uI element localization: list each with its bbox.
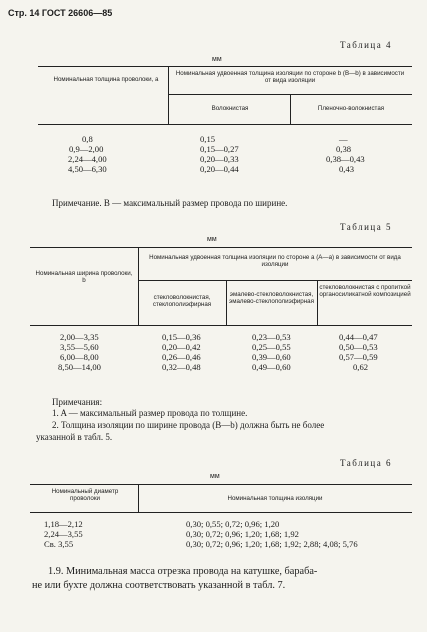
table4-caption: Таблица 4 <box>340 40 392 50</box>
table6-header-rule <box>30 512 412 513</box>
table5-row2-val3: 0,50—0,53 <box>339 342 378 352</box>
table4-sub1-header: Волокнистая <box>211 105 249 112</box>
table5-row1-param: 2,00—3,35 <box>60 332 99 342</box>
table4-row2-val2: 0,38 <box>336 144 352 154</box>
table4-row4-val2: 0,43 <box>339 164 355 174</box>
table5-header-rule <box>30 325 412 326</box>
table6-row2-param: 2,24—3,55 <box>44 529 83 539</box>
table5-param-header: Номинальная ширина проволоки, b <box>35 270 133 284</box>
table4-unit: мм <box>212 56 222 63</box>
table4-row4-val1: 0,20—0,44 <box>200 164 239 174</box>
table5-sub2-header: эмалево-стекловолокнистая, эмалево-стеклополиэфирная <box>229 291 314 305</box>
table5-note2-line1: 2. Толщина изоляции по ширине провода (B—b) должна быть не более <box>52 420 325 430</box>
table5-caption: Таблица 5 <box>340 222 392 232</box>
table4-row1-val2: — <box>339 134 348 144</box>
table6-row2-values: 0,30; 0,72; 0,96; 1,20; 1,68; 1,92 <box>186 529 299 539</box>
table4-header-rule <box>38 124 412 125</box>
table5-group-header: Номинальная удвоенная толщина изоляции по стороне a (A—a) в зависимости от вида изоляции <box>149 254 401 268</box>
table5-col-divider <box>138 247 139 325</box>
table5-unit: мм <box>207 236 217 243</box>
table4-row2-param: 0,9—2,00 <box>69 144 104 154</box>
table5-row3-val2: 0,39—0,60 <box>252 352 291 362</box>
table6-caption: Таблица 6 <box>340 458 392 468</box>
table6-unit: мм <box>210 473 220 480</box>
table5-row4-val3: 0,62 <box>353 362 369 372</box>
table6-value-header: Номинальная толщина изоляции <box>227 495 323 502</box>
table4-row1-param: 0,8 <box>82 134 93 144</box>
page-header: Стр. 14 ГОСТ 26606—85 <box>8 8 113 18</box>
table5-sub-rule <box>138 280 412 281</box>
table4-sub2-header: Пленочно-волокнистая <box>317 105 385 112</box>
table4-sub-divider <box>290 94 291 124</box>
table4-top-rule <box>38 66 412 67</box>
table4-group-header: Номинальная удвоенная толщина изоляции по стороне b (B—b) в зависимости от вида изоляции <box>175 70 405 84</box>
table5-row1-val3: 0,44—0,47 <box>339 332 378 342</box>
table5-row4-param: 8,50—14,00 <box>58 362 101 372</box>
table4-row3-val1: 0,20—0,33 <box>200 154 239 164</box>
table5-row1-val1: 0,15—0,36 <box>162 332 201 342</box>
table5-sub-divider2 <box>317 280 318 325</box>
table4-col-divider <box>168 66 169 124</box>
table5-row2-val1: 0,20—0,42 <box>162 342 201 352</box>
table4-row3-param: 2,24—4,00 <box>68 154 107 164</box>
table5-sub3-header: стекловолокнистая с пропиткой органосиликатной композицией <box>319 284 411 298</box>
table6-row3-param: Св. 3,55 <box>44 539 74 549</box>
table6-row1-param: 1,18—2,12 <box>44 519 83 529</box>
table4-row3-val2: 0,38—0,43 <box>326 154 365 164</box>
table4-row1-val1: 0,15 <box>200 134 216 144</box>
table5-row3-param: 6,00—8,00 <box>60 352 99 362</box>
clause-1-9-line1: 1.9. Минимальная масса отрезка провода на катушке, бараба- <box>48 566 318 577</box>
table5-row2-val2: 0,25—0,55 <box>252 342 291 352</box>
table5-sub-divider1 <box>226 280 227 325</box>
table6-row1-values: 0,30; 0,55; 0,72; 0,96; 1,20 <box>186 519 280 529</box>
table4-param-header: Номинальная толщина проволоки, a <box>53 76 159 83</box>
table5-note1: 1. A — максимальный размер провода по толщине. <box>52 408 248 418</box>
table5-row4-val2: 0,49—0,60 <box>252 362 291 372</box>
table5-row2-param: 3,55—5,60 <box>60 342 99 352</box>
table4-note: Примечание. B — максимальный размер провода по ширине. <box>52 198 288 208</box>
table5-notes-title: Примечания: <box>52 397 103 407</box>
table6-col-divider <box>138 484 139 512</box>
table5-row1-val2: 0,23—0,53 <box>252 332 291 342</box>
clause-1-9-line2: не или бухте должна соответствовать указанной в табл. 7. <box>32 580 286 591</box>
table4-row4-param: 4,50—6,30 <box>68 164 107 174</box>
table5-top-rule <box>30 247 412 248</box>
table5-row3-val1: 0,26—0,46 <box>162 352 201 362</box>
table6-param-header: Номинальный диаметр проволоки <box>51 488 119 502</box>
table4-row2-val1: 0,15—0,27 <box>200 144 239 154</box>
table5-note2-line2: указанной в табл. 5. <box>36 432 113 442</box>
table5-row3-val3: 0,57—0,59 <box>339 352 378 362</box>
table5-row4-val1: 0,32—0,48 <box>162 362 201 372</box>
table5-sub1-header: стекловолокнистая, стеклополиэфирная <box>152 294 212 308</box>
table6-row3-values: 0,30; 0,72; 0,96; 1,20; 1,68; 1,92; 2,88; 4,08; 5,76 <box>186 539 358 549</box>
table6-top-rule <box>30 484 412 485</box>
